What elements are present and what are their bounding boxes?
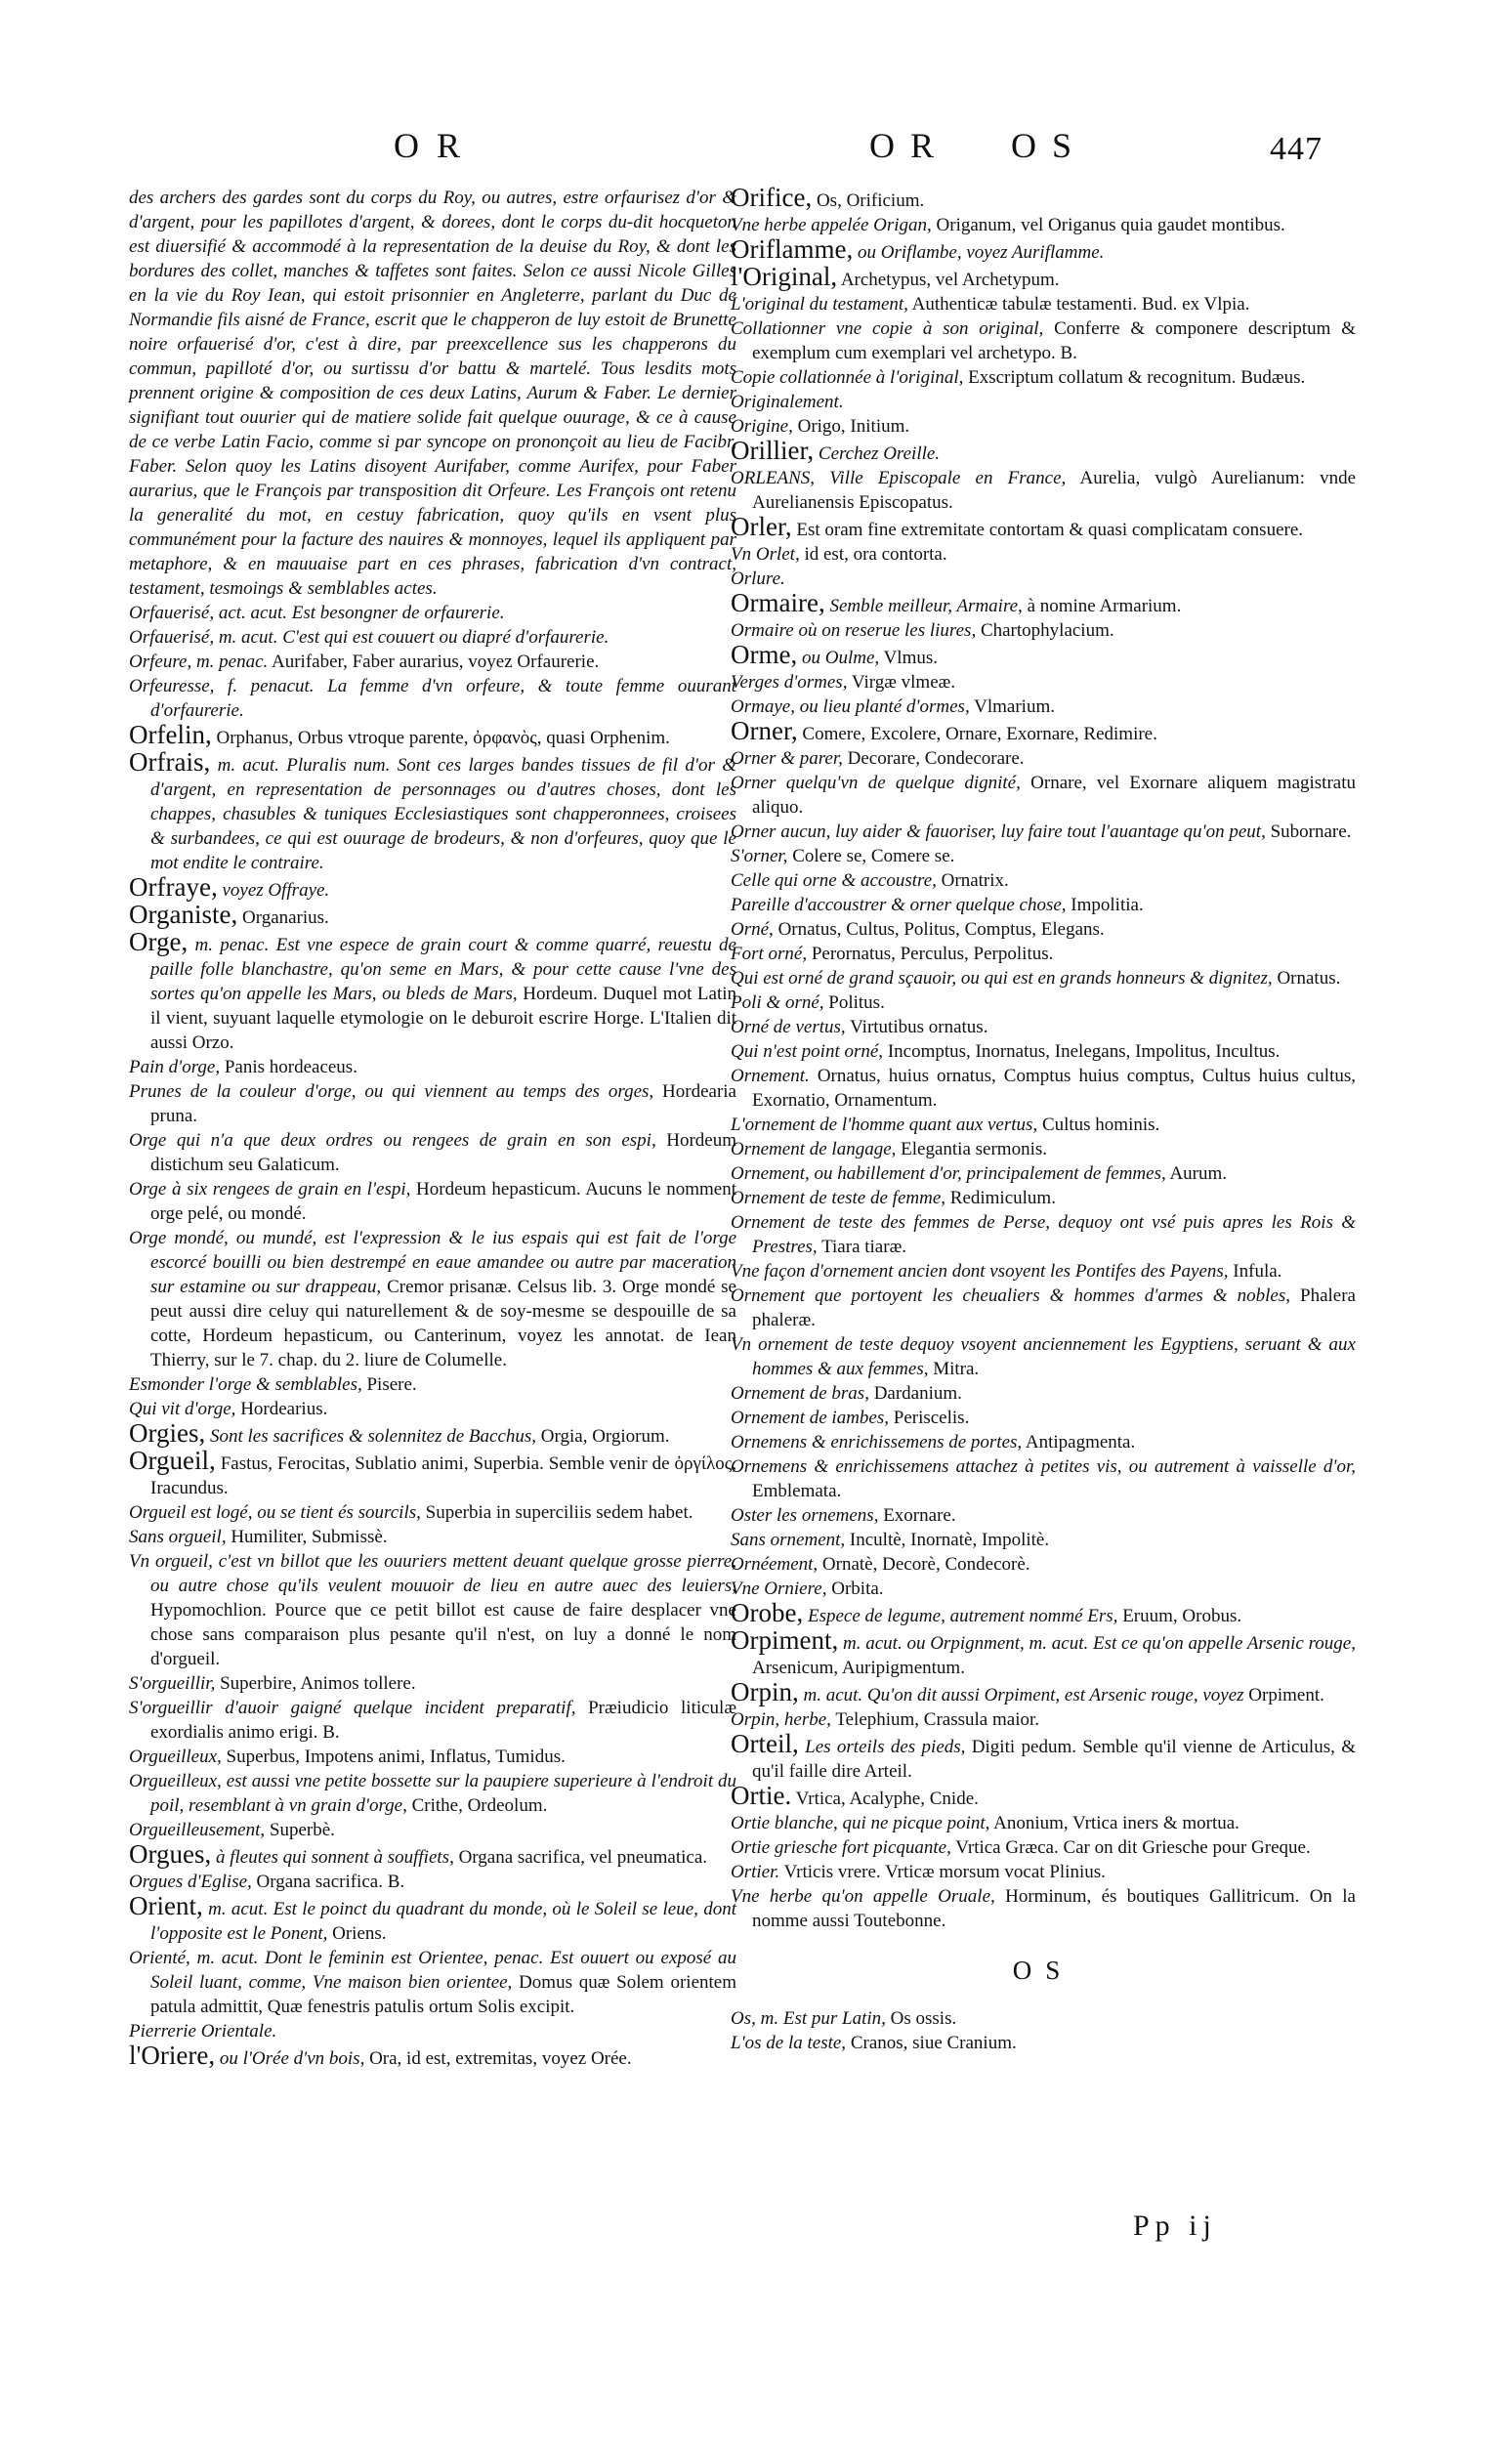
entry-headword: Orillier, <box>731 436 815 465</box>
entry-latin: Panis hordeaceus. <box>224 1057 357 1077</box>
entry-latin: Dardanium. <box>873 1383 962 1404</box>
entry-french: Fort orné, <box>731 944 808 964</box>
entry-french: Qui est orné de grand sçauoir, ou qui est en grands honneurs & dignitez, <box>731 968 1273 989</box>
entry-latin: Organa sacrifica, vel pneumatica. <box>458 1847 708 1868</box>
entry-french: S'orgueillir d'auoir gaigné quelque incident preparatif, <box>129 1698 576 1718</box>
dictionary-entry <box>731 1064 1356 1113</box>
entry-headword: Orler, <box>731 512 792 541</box>
entry-french: Ornement, ou habillement d'or, principalement de femmes, <box>731 1163 1166 1184</box>
entry-french: S'orgueillir, <box>129 1673 216 1694</box>
entry-french: Orné, <box>731 919 774 940</box>
entry-french: ORLEANS, Ville Episcopale en France, <box>731 468 1067 488</box>
dictionary-entry <box>129 1891 736 1946</box>
dictionary-entry <box>129 1818 736 1842</box>
entry-french: Ornement que portoyent les cheualiers & hommes d'armes & nobles, <box>731 1285 1290 1306</box>
header-left: OR <box>394 126 479 165</box>
entry-french: Collationner vne copie à son original, <box>731 318 1044 339</box>
entry-latin: Emblemata. <box>752 1481 842 1501</box>
entry-headword: Orge, <box>129 927 189 956</box>
dictionary-entry <box>129 1177 736 1226</box>
entry-french: Prunes de la couleur d'orge, ou qui viennent au temps des orges, <box>129 1081 654 1102</box>
entry-latin: Cremor prisanæ. Celsus lib. 3. Orge mondé se peut aussi dire celuy qui naturellement & de soy-mesme se despouille de sa cotte, Hordeum hepasticum, ou Canterinum, voyez les annotat. de Iean Thierry, sur le 7. chap. du 2. liure de Columelle. <box>150 1277 736 1370</box>
dictionary-entry <box>129 1671 736 1696</box>
dictionary-entry <box>731 966 1356 990</box>
dictionary-entry <box>731 1860 1356 1884</box>
dictionary-entry <box>731 2031 1356 2055</box>
entry-latin: Cranos, siue Cranium. <box>850 2033 1017 2053</box>
dictionary-entry <box>731 1552 1356 1577</box>
dictionary-entry <box>731 1598 1356 1628</box>
entry-latin: Præiudicio liticulæ exordialis animo erigi. B. <box>150 1698 737 1743</box>
entry-french: Verges d'ormes, <box>731 672 848 693</box>
dictionary-entry <box>731 542 1356 567</box>
entry-french: Orgueilleux, est aussi vne petite bossette sur la paupiere superieure à l'endroit du poil, resemblant à vn grain d'orge, <box>129 1771 736 1816</box>
dictionary-entry <box>731 1259 1356 1284</box>
entry-french: Ornement de langage, <box>731 1139 897 1159</box>
dictionary-entry <box>731 695 1356 719</box>
dictionary-entry <box>731 588 1356 618</box>
entry-latin: Vrtica Græca. Car on dit Griesche pour Greque. <box>955 1837 1311 1858</box>
dictionary-entry <box>731 1210 1356 1259</box>
entry-latin: Aurelia, vulgò Aurelianum: vnde Aurelianensis Episcopatus. <box>752 468 1357 513</box>
dictionary-entry <box>731 771 1356 820</box>
entry-latin: Phalera phaleræ. <box>752 1285 1356 1330</box>
dictionary-entry <box>129 1128 736 1177</box>
entry-french: Orge qui n'a que deux ordres ou rengees de grain en son espi, <box>129 1130 656 1151</box>
entry-latin: Arsenicum, Auripigmentum. <box>752 1658 965 1678</box>
entry-french: Orfauerisé, m. acut. C'est qui est couuert ou diapré d'orfaurerie. <box>129 627 609 648</box>
entry-french: Pareille d'accoustrer & orner quelque chose, <box>731 895 1067 915</box>
dictionary-entry <box>731 820 1356 844</box>
entry-headword: Oriflamme, <box>731 234 854 264</box>
entry-french: Sans orgueil, <box>129 1527 227 1547</box>
dictionary-entry <box>731 414 1356 439</box>
dictionary-entry <box>731 942 1356 966</box>
dictionary-entry <box>731 917 1356 942</box>
entry-latin: Domus quæ Solem orientem patula admittit, Quæ fenestris patulis ortum Solis excipit. <box>150 1972 736 2017</box>
running-header <box>0 125 1512 184</box>
entry-headword: Orpin, <box>731 1677 799 1706</box>
entry-french: Pain d'orge, <box>129 1057 221 1077</box>
entry-french: Vne herbe appelée Origan, <box>731 215 932 235</box>
dictionary-entry <box>129 186 736 601</box>
dictionary-entry <box>731 2006 1356 2031</box>
entry-french: Poli & orné, <box>731 992 824 1013</box>
entry-french: Ornement de teste des femmes de Perse, dequoy ont vsé puis apres les Rois & Prestres, <box>731 1212 1356 1257</box>
entry-latin: Pisere. <box>366 1374 417 1395</box>
dictionary-entry <box>129 1500 736 1525</box>
entry-latin: Ornatus. <box>1277 968 1341 989</box>
entry-latin: Organarius. <box>241 907 329 928</box>
entry-headword: Orfrais, <box>129 747 211 777</box>
entry-french: Sans ornement, <box>731 1530 846 1550</box>
dictionary-entry <box>731 1577 1356 1601</box>
entry-french: Orpin, herbe, <box>731 1709 831 1730</box>
entry-latin: Hypomochlion. Pource que ce petit billot est cause de faire desplacer vne chose sans comparaison plus pesante qu'il n'est, on luy a donné le nom d'orgueil. <box>150 1600 736 1669</box>
entry-french: Ortier. <box>731 1862 780 1882</box>
entry-french: Orgueilleusement, <box>129 1820 266 1840</box>
dictionary-entry <box>129 2019 736 2043</box>
entry-latin: Vlmus. <box>883 648 938 668</box>
dictionary-entry <box>731 512 1356 542</box>
dictionary-entry <box>731 1707 1356 1732</box>
dictionary-entry <box>731 1161 1356 1186</box>
dictionary-entry <box>731 1811 1356 1835</box>
dictionary-entry <box>129 1525 736 1549</box>
entry-french: Os, m. Est pur Latin, <box>731 2008 886 2029</box>
entry-french: Vn ornement de teste dequoy vsoyent anciennement les Egyptiens, seruant & aux hommes & aux femmes, <box>731 1334 1356 1379</box>
entry-french: Origine, <box>731 416 793 437</box>
entry-french: Copie collationnée à l'original, <box>731 367 964 388</box>
entry-french: Vne herbe qu'on appelle Oruale, <box>731 1886 995 1907</box>
entry-french: m. acut. Est le poinct du quadrant du monde, où le Soleil se leue, dont l'opposite est le Ponent, <box>150 1899 736 1944</box>
entry-french: Les orteils des pieds, <box>805 1737 966 1757</box>
entry-french: Ornement de teste de femme, <box>731 1188 946 1208</box>
entry-french: m. acut. Qu'on dit aussi Orpiment, est Arsenic rouge, voyez <box>803 1685 1244 1705</box>
entry-latin: à nomine Armarium. <box>1027 596 1182 616</box>
entry-french: Ornement de iambes, <box>731 1408 889 1428</box>
entry-latin: Elegantia sermonis. <box>901 1139 1047 1159</box>
dictionary-entry <box>731 436 1356 466</box>
dictionary-entry <box>129 1549 736 1671</box>
dictionary-entry <box>129 1418 736 1449</box>
dictionary-entry <box>129 1839 736 1870</box>
entry-latin: Vlmarium. <box>974 696 1055 717</box>
entry-french: Orgueil est logé, ou se tient és sourcils, <box>129 1502 421 1523</box>
dictionary-entry <box>129 1769 736 1818</box>
entry-headword: Orfraye, <box>129 872 218 902</box>
entry-french: m. penac. Est vne espece de grain court & comme quarré, reuestu de paille folle blanchastre, qu'on seme en Mars, & pour cette cause l'vne des sortes qu'on appelle les Mars, ou bleds de Mars, <box>150 935 736 1004</box>
entry-french: Orner & parer, <box>731 748 843 769</box>
entry-latin: Crithe, Ordeolum. <box>411 1795 548 1816</box>
dictionary-entry <box>129 1696 736 1745</box>
entry-latin: Aurum. <box>1169 1163 1228 1184</box>
entry-latin: Ornatrix. <box>941 870 1009 891</box>
entry-french: Orfauerisé, act. acut. Est besongner de orfaurerie. <box>129 603 505 623</box>
dictionary-entry <box>731 183 1356 213</box>
entry-french: ou Oriflambe, voyez Auriflamme. <box>857 242 1105 263</box>
entry-french: ou Oulme, <box>801 648 880 668</box>
entry-latin: Chartophylacium. <box>980 620 1114 641</box>
entry-french: Ortie griesche fort picquante, <box>731 1837 951 1858</box>
entry-french: Espece de legume, autrement nommé Ers, <box>807 1606 1118 1626</box>
dictionary-entry <box>731 1835 1356 1860</box>
dictionary-entry <box>129 900 736 930</box>
dictionary-entry <box>731 1284 1356 1332</box>
entry-latin: Comere, Excolere, Ornare, Exornare, Redimire. <box>802 724 1157 744</box>
dictionary-entry <box>129 650 736 674</box>
entry-latin: Aurifaber, Faber aurarius, voyez Orfaurerie. <box>272 652 600 672</box>
entry-latin: Conferre & componere descriptum & exemplum cum exemplari vel archetypo. B. <box>752 318 1356 363</box>
entry-latin: Hordeum distichum seu Galaticum. <box>150 1130 736 1175</box>
right-column <box>731 183 1357 2055</box>
entry-french: Oster les ornemens, <box>731 1505 879 1526</box>
entry-latin: Superbia in superciliis sedem habet. <box>425 1502 693 1523</box>
entry-french: Vn Orlet, <box>731 544 800 565</box>
entry-latin: Impolitia. <box>1071 895 1144 915</box>
dictionary-entry <box>731 1625 1356 1680</box>
header-middle: OR <box>869 126 950 165</box>
entry-latin: Organa sacrifica. B. <box>256 1872 405 1892</box>
dictionary-entry <box>731 1454 1356 1503</box>
entry-latin: Anonium, Vrtica iners & mortua. <box>993 1813 1239 1833</box>
entry-french: m. acut. ou Orpignment, m. acut. Est ce qu'on appelle Arsenic rouge, <box>843 1633 1356 1654</box>
entry-french: Ornement. <box>731 1066 810 1086</box>
dictionary-entry <box>129 601 736 625</box>
entry-french: Ornemens & enrichissemens attachez à petites vis, ou autrement à vaisselle d'or, <box>731 1456 1356 1477</box>
dictionary-entry <box>731 1039 1356 1064</box>
dictionary-entry <box>731 1781 1356 1811</box>
entry-french: Orge à six rengees de grain en l'espi, <box>129 1179 411 1200</box>
dictionary-entry <box>731 1113 1356 1137</box>
dictionary-entry <box>731 1186 1356 1210</box>
dictionary-entry <box>129 1745 736 1769</box>
entry-latin: Ornatus, huius ornatus, Comptus huius comptus, Cultus huius cultus, Exornatio, Ornamentum. <box>752 1066 1357 1111</box>
entry-latin: Exornare. <box>883 1505 956 1526</box>
dictionary-entry <box>731 893 1356 917</box>
dictionary-entry <box>731 1430 1356 1454</box>
entry-french: Cerchez Oreille. <box>818 443 941 464</box>
dictionary-entry <box>731 1406 1356 1430</box>
entry-headword: Ormaire, <box>731 588 825 617</box>
entry-french: Esmonder l'orge & semblables, <box>129 1374 362 1395</box>
entry-french: Qui vit d'orge, <box>129 1399 236 1419</box>
entry-latin: Hordearius. <box>240 1399 328 1419</box>
entry-latin: Tiara tiaræ. <box>821 1237 906 1257</box>
entry-latin: Superbè. <box>269 1820 335 1840</box>
entry-headword: Orfelin, <box>129 720 212 749</box>
entry-latin: Est oram fine extremitate contortam & quasi complicatam consuere. <box>796 520 1304 540</box>
dictionary-entry <box>129 1446 737 1500</box>
entry-french: Ornéement, <box>731 1554 819 1575</box>
dictionary-entry <box>129 872 736 903</box>
dictionary-entry <box>129 1870 736 1894</box>
entry-latin: Os ossis. <box>890 2008 957 2029</box>
entry-french: ou l'Orée d'vn bois, <box>219 2048 365 2069</box>
dictionary-entry <box>129 1226 736 1372</box>
entry-latin: Eruum, Orobus. <box>1122 1606 1242 1626</box>
entry-latin: Redimiculum. <box>949 1188 1056 1208</box>
entry-headword: Orobe, <box>731 1598 804 1627</box>
dictionary-entry <box>731 365 1356 390</box>
entry-french: m. acut. Pluralis num. Sont ces larges bandes tissues de fil d'or & d'argent, en representation de personnages ou d'autres choses, dont les chappes, chasubles & tuniques Ecclesiastiques sont chapperonnees, croisees & surbandees, ce qui est ouurage de brodeurs, & non d'orfeures, quoy que le mot endite le contraire. <box>150 755 736 873</box>
dictionary-entry <box>731 1729 1357 1784</box>
entry-french: Ormaye, ou lieu planté d'ormes, <box>731 696 970 717</box>
entry-french: Vn orgueil, c'est vn billot que les ouuriers mettent deuant quelque grosse pierre, ou autre chose qu'ils veulent mouuoir de lieu en autre auec des leuiers, <box>129 1551 736 1596</box>
entry-french: Orner quelqu'vn de quelque dignité, <box>731 773 1021 793</box>
entry-french: Ornemens & enrichissemens de portes, <box>731 1432 1023 1453</box>
dictionary-entry <box>731 670 1356 695</box>
entry-french: Originalement. <box>731 392 844 412</box>
entry-latin: Subornare. <box>1270 821 1352 842</box>
entry-latin: Humiliter, Submissè. <box>231 1527 388 1547</box>
entry-latin: Colere se, Comere se. <box>792 846 955 866</box>
dictionary-entry <box>731 466 1356 515</box>
dictionary-entry <box>731 1332 1356 1381</box>
entry-latin: Digiti pedum. Semble qu'il vienne de Articulus, & qu'il faille dire Arteil. <box>752 1737 1357 1782</box>
entry-latin: Orpiment. <box>1248 1685 1324 1705</box>
entry-latin: Antipagmenta. <box>1025 1432 1136 1453</box>
dictionary-entry <box>731 1528 1356 1552</box>
entry-latin: Ornatè, Decorè, Condecorè. <box>821 1554 1030 1575</box>
entry-latin: Os, Orificium. <box>816 190 925 211</box>
entry-latin: Perornatus, Perculus, Perpolitus. <box>811 944 1054 964</box>
entry-latin: Vrticis vrere. Vrticæ morsum vocat Plinius. <box>783 1862 1106 1882</box>
signature-mark: Pp ij <box>1133 2210 1217 2242</box>
page-number: 447 <box>1270 131 1323 167</box>
entry-french: Vne façon d'ornement ancien dont vsoyent les Pontifes des Payens, <box>731 1261 1229 1282</box>
dictionary-entry <box>731 234 1356 265</box>
entry-headword: Orgues, <box>129 1839 212 1869</box>
dictionary-entry <box>731 1015 1356 1039</box>
dictionary-entry <box>129 1055 736 1079</box>
entry-french: Ormaire où on reserue les liures, <box>731 620 977 641</box>
entry-latin: Incomptus, Inornatus, Inelegans, Impolitus, Incultus. <box>887 1041 1281 1062</box>
dictionary-entry <box>731 640 1356 670</box>
entry-latin: Fastus, Ferocitas, Sublatio animi, Superbia. Semble venir de ὀργίλος, Iracundus. <box>150 1453 737 1498</box>
entry-latin: Decorare, Condecorare. <box>847 748 1025 769</box>
dictionary-entry <box>731 1677 1356 1707</box>
entry-french: à fleutes qui sonnent à souffiets, <box>216 1847 454 1868</box>
entry-french: Orfeure, m. penac. <box>129 652 269 672</box>
entry-latin: Hordeum hepasticum. Aucuns le nomment orge pelé, ou mondé. <box>150 1179 737 1224</box>
header-right: OS <box>1011 126 1088 165</box>
dictionary-entry <box>129 2043 736 2071</box>
dictionary-entry <box>731 390 1356 414</box>
entry-french: Orfeuresse, f. penacut. La femme d'vn orfeure, & toute femme ouurant d'orfaurerie. <box>129 676 736 721</box>
entry-latin: Ornatus, Cultus, Politus, Comptus, Elegans. <box>777 919 1105 940</box>
dictionary-entry <box>731 1381 1356 1406</box>
dictionary-entry <box>129 927 737 1055</box>
entry-latin: Hordeum. Duquel mot Latin il vient, suyuant laquelle etymologie on le deburoit escrire Horge. L'Italien dit aussi Orzo. <box>150 984 737 1053</box>
dictionary-entry <box>731 868 1356 893</box>
entry-french: Orlure. <box>731 568 785 589</box>
entry-headword: Orifice, <box>731 183 813 212</box>
entry-french: Celle qui orne & accoustre, <box>731 870 937 891</box>
entry-headword: Orteil, <box>731 1729 799 1758</box>
entry-french: Orner aucun, luy aider & fauoriser, luy faire tout l'auantage qu'on peut, <box>731 821 1266 842</box>
dictionary-entry <box>731 746 1356 771</box>
entry-latin: Archetypus, vel Archetypum. <box>840 270 1060 290</box>
entry-headword: Orgies, <box>129 1418 206 1448</box>
entry-latin: Superbire, Animos tollere. <box>220 1673 416 1694</box>
entry-latin: Orbita. <box>831 1579 884 1599</box>
dictionary-entry <box>129 1946 736 2019</box>
dictionary-entry <box>731 716 1356 746</box>
entry-headword: Organiste, <box>129 900 238 929</box>
dictionary-entry <box>129 720 736 750</box>
entry-latin: Authenticæ tabulæ testamenti. Bud. ex Vlpia. <box>911 294 1250 315</box>
entry-french: Ortie blanche, qui ne picque point, <box>731 1813 990 1833</box>
entry-latin: id est, ora contorta. <box>804 544 947 565</box>
entry-french: Ornement de bras, <box>731 1383 869 1404</box>
dictionary-entry <box>731 618 1356 643</box>
entry-latin: Horminum, és boutiques Gallitricum. On la nomme aussi Toutebonne. <box>752 1886 1356 1931</box>
dictionary-entry <box>129 674 736 723</box>
entry-latin: Incultè, Inornatè, Impolitè. <box>849 1530 1050 1550</box>
entry-headword: Orgueil, <box>129 1446 216 1475</box>
section-heading-os: OS <box>1012 1956 1074 1985</box>
entry-french: Orgueilleux, <box>129 1747 222 1767</box>
entry-french: des archers des gardes sont du corps du Roy, ou autres, estre orfaurisez d'or & d'argent, pour les papillotes d'argent, & dorees, dont le corps du-dit hocqueton est diuersifié & accommodé à la representation de la deuise du Roy, & dont les bordures des collet, manches & taffetes sont faites. Selon ce aussi Nicole Gilles en la vie du Roy Iean, qui estoit prisonnier en Angleterre, parlant du Duc de Normandie fils aisné de France, escrit que le chapperon de luy estoit de Brunette noire orfauerisé d'or, c'est à dire, par preexcellence sus les chapperons du commun, papilloté d'or, ou surtissu d'or battu & martelé. Tous lesdits mots prennent origine & composition de ces deux Latins, Aurum & Faber. Le dernier signifiant tout ouurier qui de matiere solide fait quelque ouurage, & ce à cause de ce verbe Latin Facio, comme si par syncope on prononçoit au lieu de Facibr, Faber. Selon quoy les Latins disoyent Aurifaber, comme Aurifex, pour Faber aurarius, que le François par transposition dit Orfeure. Les François ont retenu la generalité du mot, en cestuy fabrication, quoy qu'ils en vsent plus communément pour la facture des nauires & monnoyes, lequel ils appliquent par metaphore, & en mauuaise part en ces phrases, fabrication d'vn contract, testament, tesmoings & semblables actes. <box>129 188 736 599</box>
entry-latin: Telephium, Crassula maior. <box>835 1709 1040 1730</box>
dictionary-entry <box>731 1137 1356 1161</box>
entry-headword: Orner, <box>731 716 798 745</box>
entry-latin: Infula. <box>1233 1261 1282 1282</box>
entry-french: Orienté, m. acut. Dont le feminin est Orientee, penac. Est ouuert ou exposé au Soleil luant, comme, Vne maison bien orientee, <box>129 1948 736 1993</box>
dictionary-entry <box>129 1079 736 1128</box>
entry-latin: Virtutibus ornatus. <box>850 1017 988 1037</box>
entry-french: Semble meilleur, Armaire, <box>829 596 1023 616</box>
entry-french: voyez Offraye. <box>222 880 330 901</box>
entry-latin: Virgæ vlmeæ. <box>851 672 956 693</box>
entry-french: Pierrerie Orientale. <box>129 2021 277 2042</box>
entry-headword: Ortie. <box>731 1781 792 1810</box>
dictionary-entry <box>731 990 1356 1015</box>
dictionary-entry <box>129 1397 736 1421</box>
dictionary-entry <box>731 262 1356 292</box>
entry-french: L'ornement de l'homme quant aux vertus, <box>731 1115 1038 1135</box>
entry-latin: Vrtica, Acalyphe, Cnide. <box>795 1789 979 1809</box>
entry-headword: l'Oriere, <box>129 2041 216 2070</box>
entry-latin: Cultus hominis. <box>1041 1115 1160 1135</box>
entry-headword: Orient, <box>129 1891 203 1920</box>
entry-french: Orge mondé, ou mundé, est l'expression & le ius espais qui est fait de l'orge escorcé bouilli ou bien destrempé en eaue amandee ou autre par maceration sur estamine ou sur drappeau, <box>129 1228 736 1297</box>
entry-latin: Hordearia pruna. <box>150 1081 736 1126</box>
entry-french: Orné de vertus, <box>731 1017 846 1037</box>
entry-latin: Orphanus, Orbus vtroque parente, ὀρφανὸς, quasi Orphenim. <box>216 728 670 748</box>
dictionary-entry <box>731 844 1356 868</box>
entry-latin: Exscriptum collatum & recognitum. Budæus. <box>968 367 1306 388</box>
entry-latin: Ornare, vel Exornare aliquem magistratu aliquo. <box>752 773 1357 818</box>
entry-french: Qui n'est point orné, <box>731 1041 884 1062</box>
entry-latin: Politus. <box>828 992 885 1013</box>
entry-latin: Orgia, Orgiorum. <box>540 1426 670 1447</box>
entry-french: Orgues d'Eglise, <box>129 1872 252 1892</box>
entry-latin: Superbus, Impotens animi, Inflatus, Tumidus. <box>226 1747 566 1767</box>
entry-latin: Origo, Initium. <box>797 416 910 437</box>
entry-headword: Orpiment, <box>731 1625 839 1655</box>
dictionary-entry <box>731 316 1356 365</box>
entry-headword: Orme, <box>731 640 798 669</box>
dictionary-entry <box>731 292 1356 316</box>
dictionary-entry <box>731 1503 1356 1528</box>
entry-latin: Mitra. <box>933 1359 980 1379</box>
entry-latin: Ora, id est, extremitas, voyez Orée. <box>369 2048 632 2069</box>
entry-latin: Periscelis. <box>893 1408 970 1428</box>
entry-french: S'orner, <box>731 846 788 866</box>
dictionary-entry <box>129 625 736 650</box>
dictionary-entry <box>731 1884 1356 1933</box>
entry-headword: l'Original, <box>731 262 838 291</box>
entry-french: Sont les sacrifices & solennitez de Bacchus, <box>210 1426 537 1447</box>
entry-latin: Oriens. <box>332 1923 387 1944</box>
entry-french: L'os de la teste, <box>731 2033 847 2053</box>
entry-french: L'original du testament, <box>731 294 908 315</box>
entry-french: Vne Orniere, <box>731 1579 827 1599</box>
dictionary-entry <box>129 1372 736 1397</box>
dictionary-entry <box>129 747 736 875</box>
entry-latin: Origanum, vel Origanus quia gaudet montibus. <box>936 215 1285 235</box>
left-column <box>129 186 736 2071</box>
